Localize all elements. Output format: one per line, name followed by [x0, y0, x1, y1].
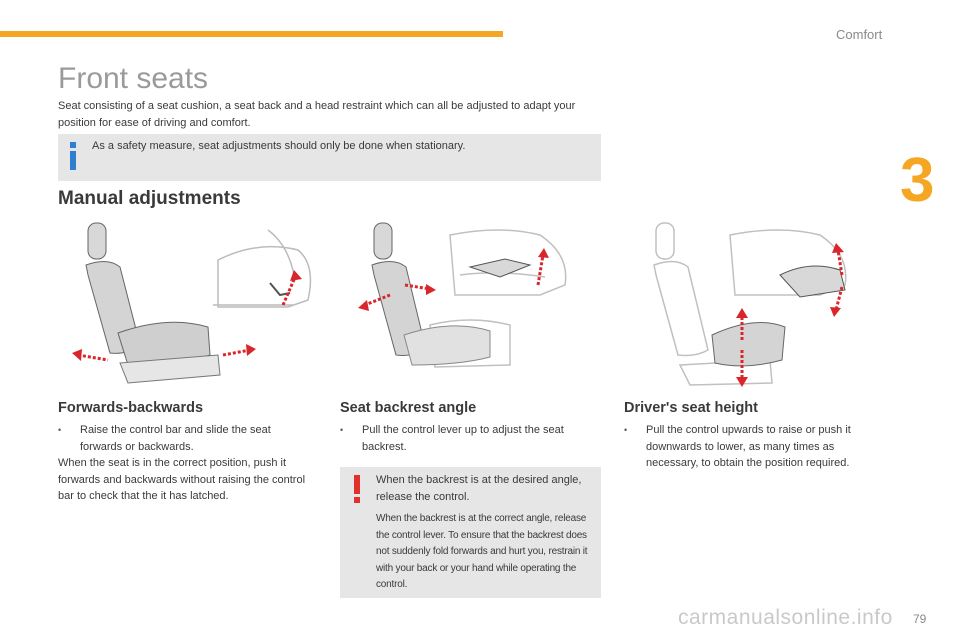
page-number: 79	[913, 612, 927, 626]
backrest-bullet	[340, 422, 600, 455]
warning-box	[340, 467, 601, 598]
info-note-box	[58, 134, 601, 181]
section-name: Comfort	[836, 27, 883, 42]
watermark: carmanualsonline.info	[678, 606, 893, 629]
accent-bar	[0, 31, 503, 37]
chapter-number: 3	[900, 146, 935, 215]
info-icon	[68, 142, 78, 170]
warning-body: When the backrest is at the correct angle, release the control lever. To ensure that the backrest does not suddenly fold forwards and hurt you, restrain it with your back or your hand while operating the control.	[376, 513, 588, 590]
forwards-bullet-text: Raise the control bar and slide the seat forwards or backwards.	[80, 424, 271, 453]
bullet-mark: •	[58, 425, 62, 435]
forwards-paragraph: When the seat is in the correct position, push it forwards and backwards without raising the control bar to check that the it has latched.	[58, 457, 306, 502]
seat-backrest-illustration	[340, 215, 602, 390]
seat-height-illustration	[620, 215, 882, 390]
backrest-angle-heading: Seat backrest angle	[340, 400, 477, 416]
bullet-mark: •	[340, 425, 344, 435]
forwards-bullet	[58, 422, 308, 455]
backrest-bullet-text: Pull the control lever up to adjust the seat backrest.	[362, 424, 564, 453]
info-note-text: As a safety measure, seat adjustments should only be done when stationary.	[92, 140, 466, 152]
seat-height-heading: Driver's seat height	[624, 400, 758, 416]
bullet-mark: •	[624, 425, 628, 435]
seat-forwards-illustration	[58, 215, 320, 390]
page-title: Front seats	[58, 62, 209, 95]
height-bullet-text: Pull the control upwards to raise or push it downwards to lower, as many times as necessary, to obtain the position required.	[646, 424, 851, 469]
warning-icon	[352, 475, 362, 503]
warning-title: When the backrest is at the desired angle, release the control.	[376, 474, 582, 503]
section-subtitle: Manual adjustments	[58, 188, 241, 209]
forwards-backwards-heading: Forwards-backwards	[58, 400, 204, 416]
height-bullet	[624, 422, 880, 472]
intro-text: Seat consisting of a seat cushion, a seat back and a head restraint which can all be adjusted to adapt your position for ease of driving and comfort.	[58, 100, 576, 129]
